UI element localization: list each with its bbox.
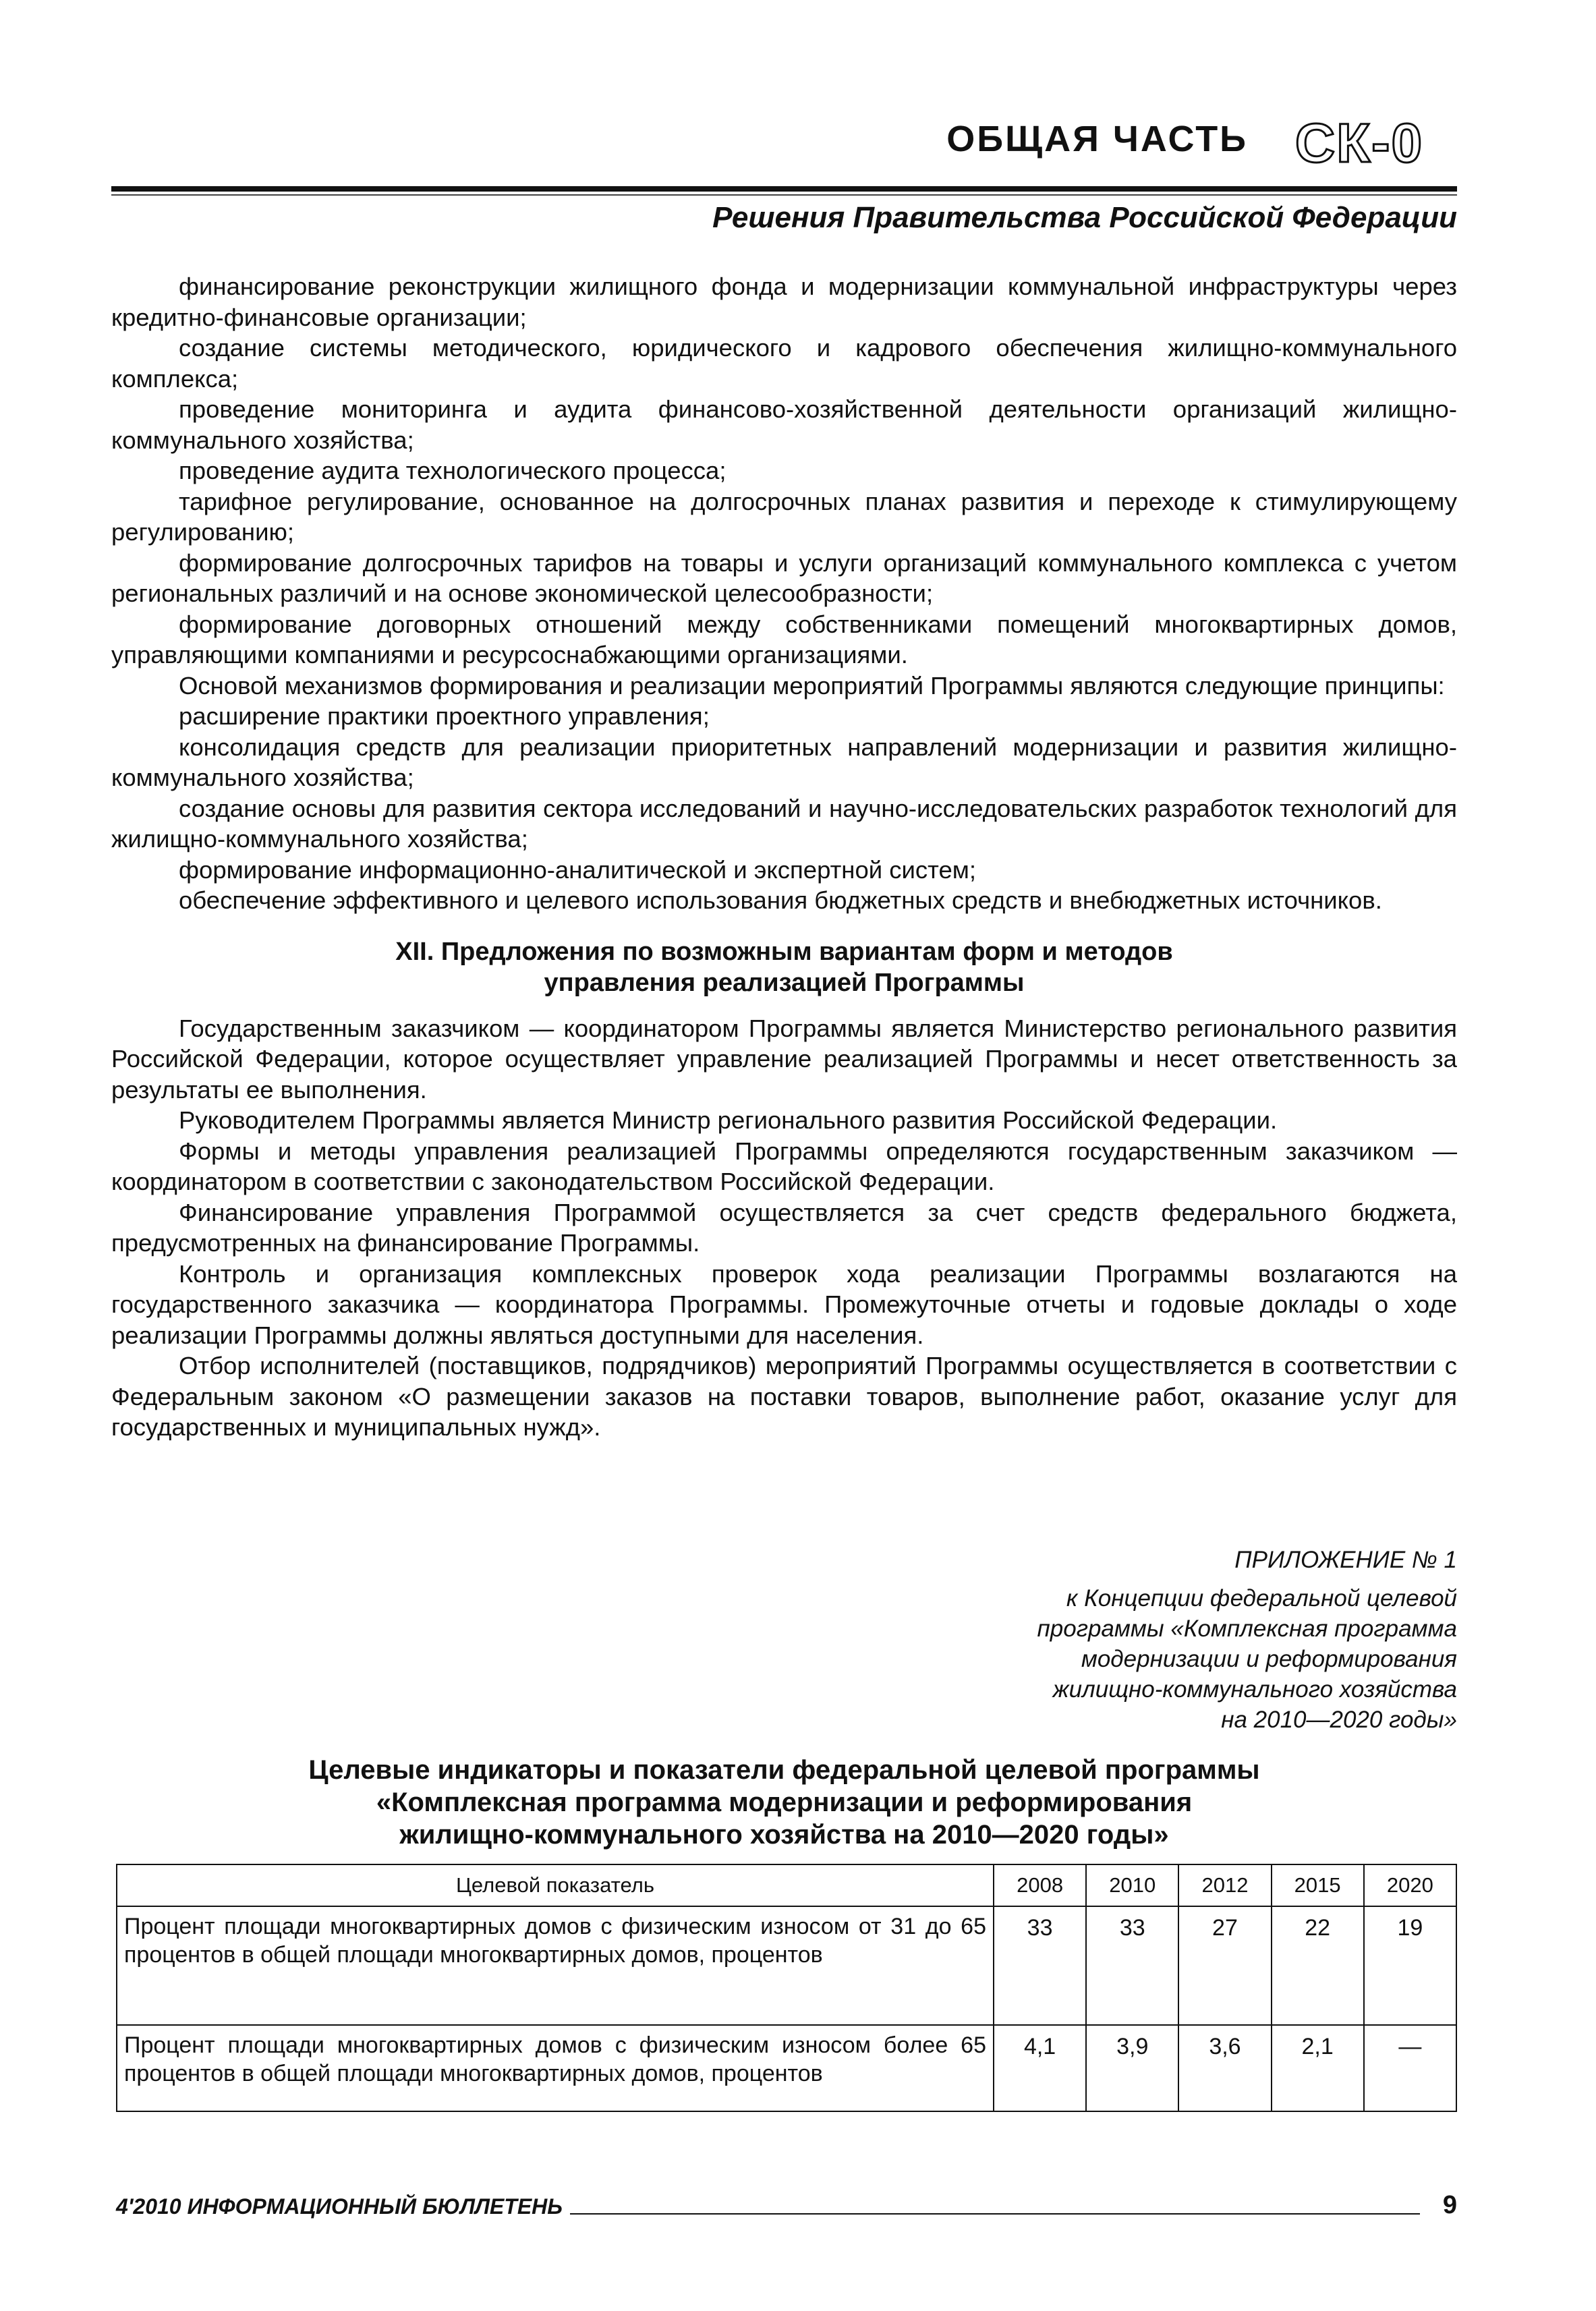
paragraph: Руководителем Программы является Министр регионального развития Российской Федерации. (179, 1106, 1278, 1134)
paragraph: Государственным заказчиком — координатором Программы является Министерство регионального развития Российской Федерации, которое осуществляет управление реализацией Программы и несет ответственность за результаты ее выполнения. (111, 1014, 1457, 1104)
paragraph: обеспечение эффективного и целевого использования бюджетных средств и внебюджетных источников. (179, 886, 1382, 914)
paragraph: Основой механизмов формирования и реализации мероприятий Программы являются следующие принципы: (179, 671, 1445, 700)
value-cell: 33 (1086, 1906, 1178, 2025)
value-cell: 4,1 (994, 2025, 1086, 2111)
paragraph: создание основы для развития сектора исследований и научно-исследовательских разработок технологий для жилищно-коммунального хозяйства; (111, 794, 1457, 853)
paragraph: проведение аудита технологического процесса; (179, 457, 726, 484)
table-title-line: Целевые индикаторы и показатели федеральной целевой программы (308, 1755, 1260, 1785)
table-title-line: «Комплексная программа модернизации и реформирования (376, 1788, 1193, 1817)
paragraph: Контроль и организация комплексных проверок хода реализации Программы возлагаются на государственного заказчика — координатора Программы. Промежуточные отчеты и годовые доклады о ходе реализации Программы должны являться доступными для населения. (111, 1259, 1457, 1349)
paragraph: Формы и методы управления реализацией Программы определяются государственным заказчиком — координатором в соответствии с законодательством Российской Федерации. (111, 1137, 1457, 1195)
paragraph: консолидация средств для реализации приоритетных направлений модернизации и развития жилищно-коммунального хозяйства; (111, 733, 1457, 791)
appendix-line: программы «Комплексная программа (1037, 1616, 1457, 1642)
section-badge-text: СК-0 (1294, 113, 1424, 174)
section-heading-line1: XII. Предложения по возможным вариантам форм и методов (395, 937, 1173, 966)
indicator-cell: Процент площади многоквартирных домов с физическим износом от 31 до 65 процентов в общей площади многоквартирных домов, процентов (117, 1906, 994, 2025)
header-rule (111, 186, 1457, 192)
table-title-line: жилищно-коммунального хозяйства на 2010—2020 годы» (399, 1820, 1169, 1850)
section-heading (111, 936, 1457, 998)
header-cell: Целевой показатель (117, 1864, 994, 1906)
value-cell: 3,6 (1178, 2025, 1271, 2111)
indicator-cell: Процент площади многоквартирных домов с физическим износом более 65 процентов в общей площади многоквартирных домов, процентов (117, 2025, 994, 2111)
table-title (111, 1754, 1457, 1851)
value-cell: 27 (1178, 1906, 1271, 2025)
table-row (117, 1906, 1456, 2025)
value-cell: 2,1 (1272, 2025, 1364, 2111)
header-cell: 2008 (994, 1864, 1086, 1906)
header-subtitle: Решения Правительства Российской Федерации (712, 201, 1457, 234)
page-number: 9 (1442, 2191, 1457, 2219)
appendix-number: ПРИЛОЖЕНИЕ № 1 (1234, 1547, 1457, 1573)
value-cell: 22 (1272, 1906, 1364, 2025)
paragraph: расширение практики проектного управления; (179, 702, 710, 730)
value-cell: 33 (994, 1906, 1086, 2025)
header-cell: 2012 (1178, 1864, 1271, 1906)
paragraph: Отбор исполнителей (поставщиков, подрядчиков) мероприятий Программы осуществляется в соответствии с Федеральным законом «О размещении заказов на поставки товаров, выполнение работ, оказание услуг для государственных и муниципальных нужд». (111, 1352, 1457, 1441)
header-cell: 2015 (1272, 1864, 1364, 1906)
paragraph: Финансирование управления Программой осуществляется за счет средств федерального бюджета, предусмотренных на финансирование Программы. (111, 1198, 1457, 1257)
value-cell: 3,9 (1086, 2025, 1178, 2111)
paragraph: финансирование реконструкции жилищного фонда и модернизации коммунальной инфраструктуры через кредитно-финансовые организации; (111, 273, 1457, 331)
value-cell: 19 (1364, 1906, 1456, 2025)
table-row (117, 2025, 1456, 2111)
paragraph: проведение мониторинга и аудита финансово-хозяйственной деятельности организаций жилищно-коммунального хозяйства; (111, 395, 1457, 454)
appendix-line: на 2010—2020 годы» (1221, 1707, 1457, 1733)
paragraph: формирование договорных отношений между собственниками помещений многоквартирных домов, управляющими компаниями и ресурсоснабжающими организациями. (111, 610, 1457, 668)
paragraph: формирование информационно-аналитической и экспертной систем; (179, 855, 977, 884)
footer-rule (570, 2213, 1420, 2215)
body-text (111, 271, 1457, 1443)
appendix-line: модернизации и реформирования (1081, 1646, 1457, 1672)
header-rule-thin (111, 194, 1457, 196)
header-cell: 2010 (1086, 1864, 1178, 1906)
indicators-table (116, 1864, 1457, 2112)
section-badge (1275, 113, 1444, 174)
appendix-line: жилищно-коммунального хозяйства (1052, 1676, 1457, 1703)
appendix-line: к Концепции федеральной целевой (1066, 1585, 1457, 1611)
section-title: ОБЩАЯ ЧАСТЬ (946, 119, 1248, 159)
paragraph: тарифное регулирование, основанное на долгосрочных планах развития и переходе к стимулирующему регулированию; (111, 487, 1457, 546)
paragraph: создание системы методического, юридического и кадрового обеспечения жилищно-коммунального комплекса; (111, 334, 1457, 393)
value-cell: — (1364, 2025, 1456, 2111)
header-cell: 2020 (1364, 1864, 1456, 1906)
footer-publication: 4'2010 ИНФОРМАЦИОННЫЙ БЮЛЛЕТЕНЬ (116, 2194, 563, 2219)
section-heading-line2: управления реализацией Программы (544, 968, 1025, 997)
paragraph: формирование долгосрочных тарифов на товары и услуги организаций коммунального комплекса с учетом региональных различий и на основе экономической целесообразности; (111, 548, 1457, 607)
appendix-note (877, 1545, 1457, 1735)
table-header-row (117, 1864, 1456, 1906)
